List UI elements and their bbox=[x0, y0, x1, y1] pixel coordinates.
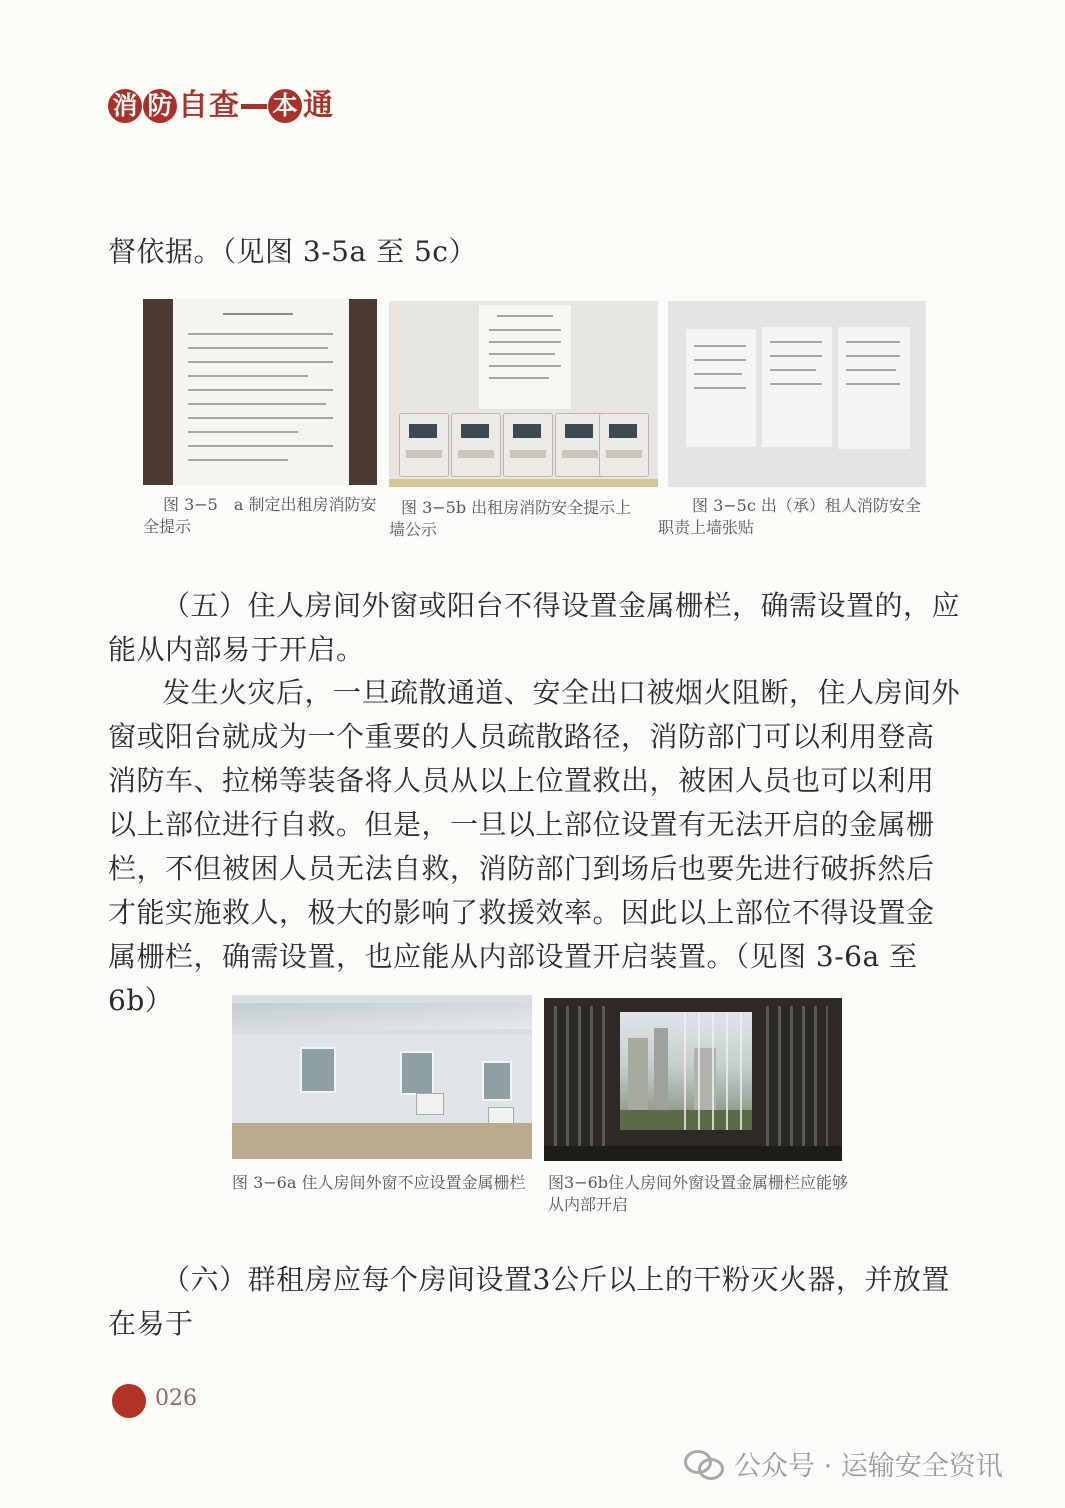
photo-window-grille bbox=[544, 998, 842, 1161]
watermark-text: 公众号 · 运输安全资讯 bbox=[734, 1451, 1003, 1482]
figure-caption: 图 3−6a 住人房间外窗不应设置金属栅栏 bbox=[232, 1173, 526, 1192]
logo-char: 自 bbox=[178, 88, 208, 123]
logo-char: 本 bbox=[268, 89, 302, 123]
logo-char: 消 bbox=[108, 89, 142, 123]
page-number: 026 bbox=[155, 1386, 197, 1411]
logo-char: 查 bbox=[209, 88, 239, 123]
photo-responsibility-notices bbox=[668, 301, 926, 487]
section-heading-paragraph: （五）住人房间外窗或阳台不得设置金属栅栏，确需设置的，应能从内部易于开启。 bbox=[108, 589, 961, 666]
watermark bbox=[684, 1444, 1003, 1483]
figure-caption: 图 3−5c 出（承）租人消防安全职责上墙张贴 bbox=[658, 496, 921, 537]
wechat-icon bbox=[684, 1450, 724, 1478]
photo-notice-with-meters bbox=[389, 301, 658, 487]
photo-building-windows bbox=[232, 995, 532, 1159]
logo-char: 防 bbox=[143, 89, 177, 123]
figure-caption: 图 3−5 a 制定出租房消防安全提示 bbox=[143, 495, 377, 536]
page-number-dot bbox=[112, 1384, 146, 1418]
logo-char: 通 bbox=[303, 88, 333, 123]
figure-caption: 图3−6b住人房间外窗设置金属栅栏应能够从内部开启 bbox=[548, 1173, 849, 1214]
book-series-logo bbox=[108, 86, 334, 126]
photo-fire-safety-notice bbox=[143, 299, 377, 485]
section-heading-paragraph: （六）群租房应每个房间设置3公斤以上的干粉灭火器，并放置在易于 bbox=[108, 1263, 950, 1340]
body-paragraph: 发生火灾后，一旦疏散通道、安全出口被烟火阻断，住人房间外窗或阳台就成为一个重要的人员疏散路径，消防部门可以利用登高消防车、拉梯等装备将人员从以上位置救出，被困人员也可以利用以上部位进行自救。但是，一旦以上部位设置有无法开启的金属栅栏，不但被困人员无法自救，消防部门到场后也要先进行破拆然后才能实施救人，极大的影响了救援效率。因此以上部位不得设置金属栅栏，确需设置，也应能从内部设置开启装置。（见图 3-6a 至 6b） bbox=[108, 676, 961, 1017]
figure-caption: 图 3−5b 出租房消防安全提示上墙公示 bbox=[389, 498, 632, 539]
body-paragraph: 督依据。（见图 3-5a 至 5c） bbox=[108, 235, 477, 268]
logo-char-dash bbox=[241, 104, 267, 109]
